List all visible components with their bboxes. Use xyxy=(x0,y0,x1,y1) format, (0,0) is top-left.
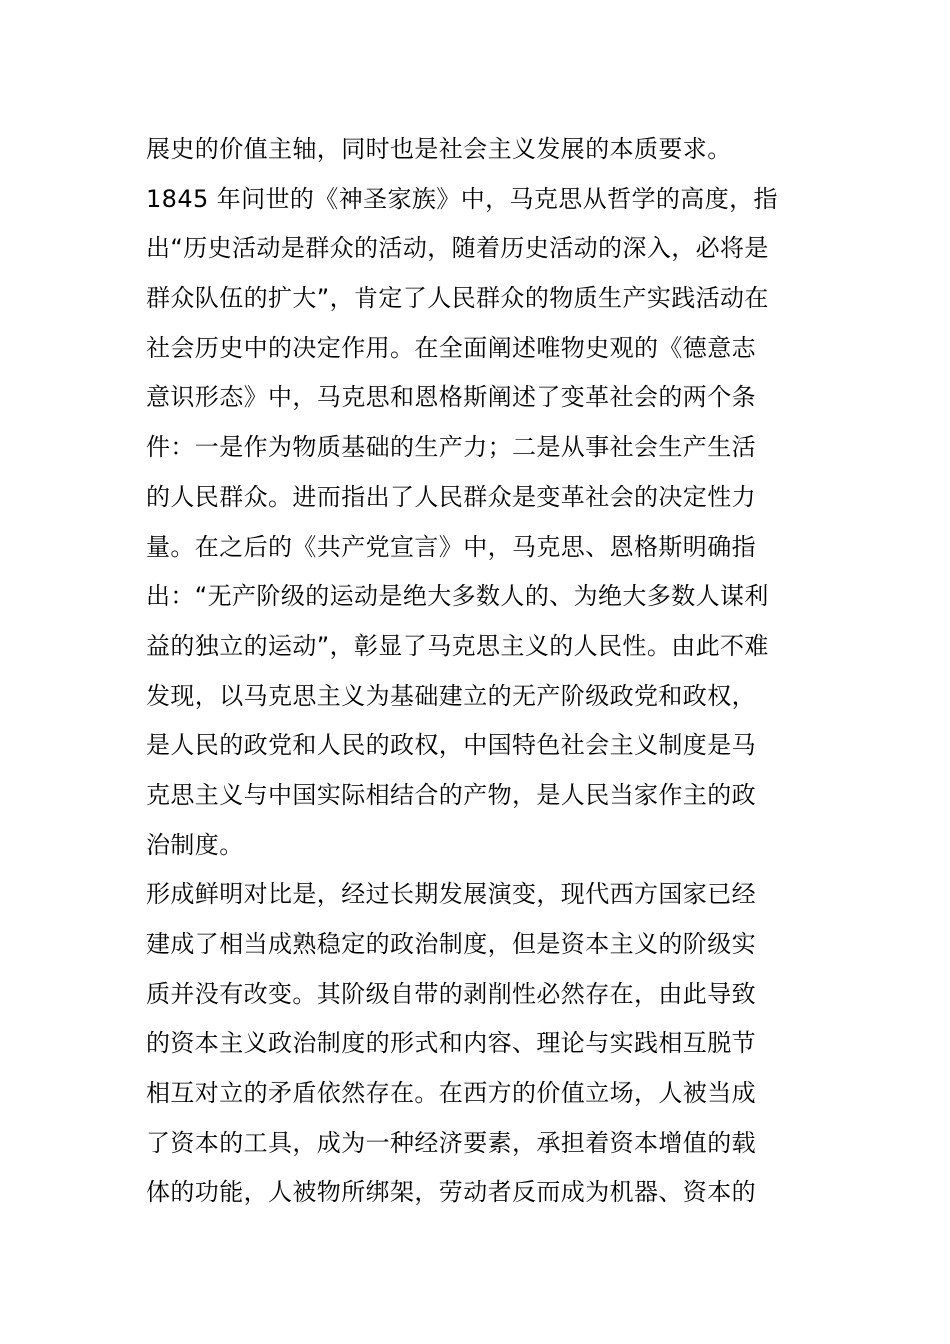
text-line: 出“历史活动是群众的活动，随着历史活动的深入，必将是 xyxy=(146,234,769,263)
text-line: 意识形态》中，马克思和恩格斯阐述了变革社会的两个条 xyxy=(146,383,756,412)
text-line: 体的功能，人被物所绑架，劳动者反而成为机器、资本的 xyxy=(146,1178,756,1207)
text-line: 的人民群众。进而指出了人民群众是变革社会的决定性力 xyxy=(146,482,756,511)
text-line: 件：一是作为物质基础的生产力；二是从事社会生产生活 xyxy=(146,433,756,462)
text-line: 量。在之后的《共产党宣言》中，马克思、恩格斯明确指 xyxy=(146,532,756,561)
text-line: 了资本的工具，成为一种经济要素，承担着资本增值的载 xyxy=(146,1128,756,1157)
text-line: 发现，以马克思主义为基础建立的无产阶级政党和政权， xyxy=(146,681,756,710)
text-line: 群众队伍的扩大”，肯定了人民群众的物质生产实践活动在 xyxy=(146,284,769,313)
text-line: 相互对立的矛盾依然存在。在西方的价值立场，人被当成 xyxy=(146,1079,756,1108)
text-line: 形成鲜明对比是，经过长期发展演变，现代西方国家已经 xyxy=(146,880,756,909)
text-line: 社会历史中的决定作用。在全面阐述唯物史观的《德意志 xyxy=(146,333,756,362)
text-line: 出：“无产阶级的运动是绝大多数人的、为绝大多数人谋利 xyxy=(146,582,769,611)
body-text xyxy=(146,125,811,1218)
text-line: 是人民的政党和人民的政权，中国特色社会主义制度是马 xyxy=(146,731,756,760)
text-line: 质并没有改变。其阶级自带的剥削性必然存在，由此导致 xyxy=(146,979,756,1008)
text-line: 克思主义与中国实际相结合的产物，是人民当家作主的政 xyxy=(146,780,756,809)
text-line: 益的独立的运动”，彰显了马克思主义的人民性。由此不难 xyxy=(146,631,769,660)
text-line: 治制度。 xyxy=(146,830,244,859)
text-line: 建成了相当成熟稳定的政治制度，但是资本主义的阶级实 xyxy=(146,930,756,958)
text-line: 的资本主义政治制度的形式和内容、理论与实践相互脱节 xyxy=(146,1029,756,1058)
text-line: 1845 年问世的《神圣家族》中，马克思从哲学的高度，指 xyxy=(146,184,778,213)
text-line: 展史的价值主轴，同时也是社会主义发展的本质要求。 xyxy=(146,135,732,163)
